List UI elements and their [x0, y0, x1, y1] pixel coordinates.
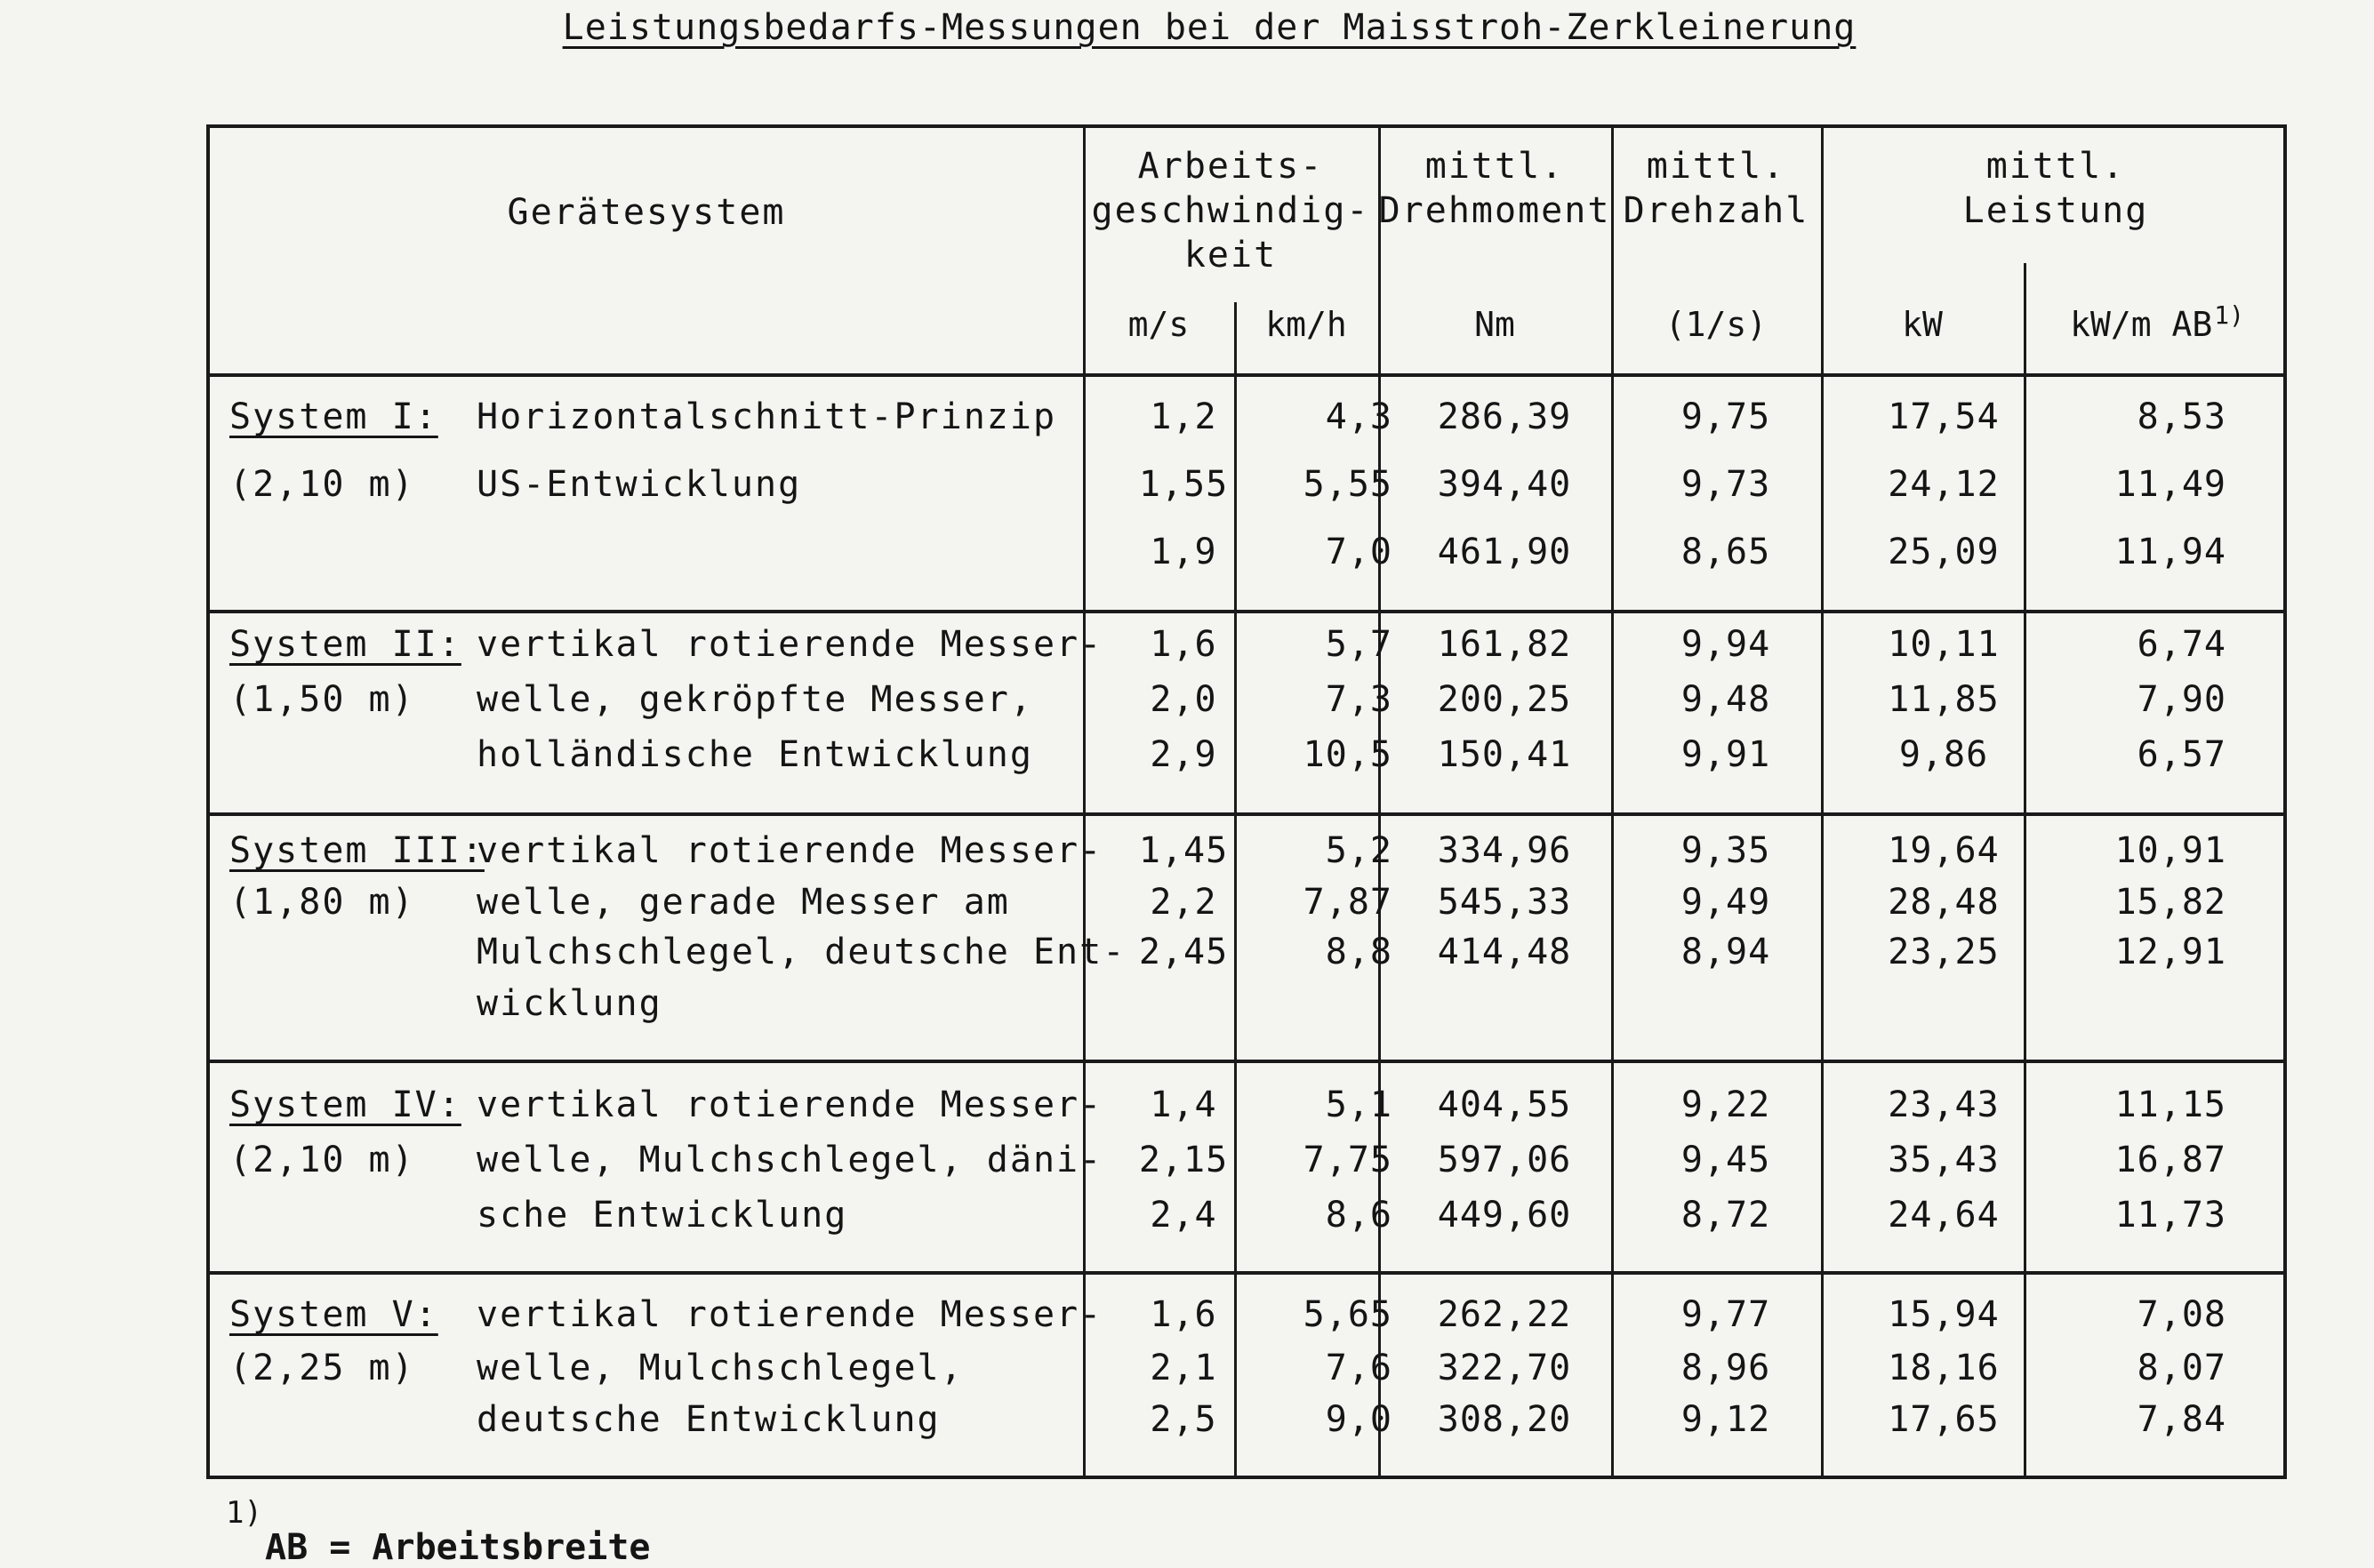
system-description-line: deutsche Entwicklung	[477, 1399, 941, 1440]
cell-kwm: 15,82	[2114, 882, 2226, 923]
system-description-line: wicklung	[477, 983, 662, 1024]
cell-rpm: 9,12	[1680, 1399, 1771, 1440]
row-divider	[210, 812, 2283, 816]
cell-kwm: 6,57	[2137, 734, 2226, 775]
cell-rpm: 9,91	[1680, 734, 1771, 775]
cell-ms: 1,6	[1150, 624, 1217, 665]
cell-kw: 28,48	[1888, 882, 2000, 923]
cell-ms: 1,9	[1150, 532, 1217, 572]
system-name: System III:	[229, 830, 485, 871]
cell-rpm: 9,48	[1680, 679, 1771, 720]
cell-nm: 150,41	[1437, 734, 1572, 775]
cell-nm: 286,39	[1437, 396, 1572, 437]
cell-kmh: 10,5	[1303, 734, 1392, 775]
system-name: System I:	[229, 396, 438, 437]
cell-nm: 404,55	[1437, 1084, 1572, 1125]
cell-nm: 308,20	[1437, 1399, 1572, 1440]
cell-ms: 1,2	[1150, 396, 1217, 437]
cell-nm: 394,40	[1437, 464, 1572, 505]
cell-ms: 1,45	[1138, 830, 1229, 871]
system-description-line: vertikal rotierende Messer-	[477, 1294, 1103, 1335]
cell-kw: 35,43	[1888, 1140, 2000, 1180]
cell-kwm: 16,87	[2114, 1140, 2226, 1180]
cell-ms: 2,5	[1150, 1399, 1217, 1440]
cell-ms: 1,55	[1138, 464, 1229, 505]
cell-rpm: 8,96	[1680, 1348, 1771, 1388]
cell-kw: 15,94	[1888, 1294, 2000, 1335]
cell-ms: 1,4	[1150, 1084, 1217, 1125]
cell-kmh: 5,65	[1303, 1294, 1392, 1335]
cell-kmh: 7,87	[1303, 882, 1392, 923]
cell-rpm: 8,72	[1680, 1195, 1771, 1236]
cell-kmh: 5,7	[1325, 624, 1392, 665]
system-width: (2,10 m)	[229, 464, 415, 505]
cell-ms: 1,6	[1150, 1294, 1217, 1335]
row-divider	[210, 1271, 2283, 1275]
header-divider	[210, 373, 2283, 377]
system-name: System II:	[229, 624, 461, 665]
cell-nm: 161,82	[1437, 624, 1572, 665]
header-speed: Arbeits- geschwindig- keit	[1091, 146, 1370, 276]
cell-rpm: 9,77	[1680, 1294, 1771, 1335]
cell-nm: 322,70	[1437, 1348, 1572, 1388]
cell-kw: 23,25	[1888, 932, 2000, 972]
cell-ms: 2,2	[1150, 882, 1217, 923]
system-width: (1,80 m)	[229, 882, 415, 923]
cell-rpm: 9,49	[1680, 882, 1771, 923]
system-description-line: Mulchschlegel, deutsche Ent-	[477, 932, 1127, 972]
cell-kw: 24,12	[1888, 464, 2000, 505]
unit-kmh: km/h	[1265, 305, 1347, 344]
cell-kwm: 12,91	[2114, 932, 2226, 972]
unit-nm: Nm	[1474, 305, 1515, 344]
system-description-line: welle, gekröpfte Messer,	[477, 679, 1033, 720]
cell-kwm: 7,08	[2137, 1294, 2226, 1335]
cell-kmh: 5,2	[1325, 830, 1392, 871]
cell-kmh: 7,0	[1325, 532, 1392, 572]
cell-kw: 10,11	[1888, 624, 2000, 665]
system-description-line: Horizontalschnitt-Prinzip	[477, 396, 1057, 437]
cell-nm: 334,96	[1437, 830, 1572, 871]
cell-kmh: 7,3	[1325, 679, 1392, 720]
cell-ms: 2,0	[1150, 679, 1217, 720]
cell-kwm: 11,94	[2114, 532, 2226, 572]
footnote-marker: 1)	[226, 1495, 262, 1531]
cell-rpm: 9,94	[1680, 624, 1771, 665]
header-rpm: mittl. Drehzahl	[1623, 146, 1809, 231]
page-title: Leistungsbedarfs-Messungen bei der Maisstroh-Zerkleinerung	[562, 7, 1857, 48]
cell-kw: 18,16	[1888, 1348, 2000, 1388]
system-description-line: welle, Mulchschlegel,	[477, 1348, 964, 1388]
cell-kmh: 5,55	[1303, 464, 1392, 505]
cell-kwm: 11,15	[2114, 1084, 2226, 1125]
system-description-line: vertikal rotierende Messer-	[477, 1084, 1103, 1125]
cell-kmh: 8,6	[1325, 1195, 1392, 1236]
system-description-line: holländische Entwicklung	[477, 734, 1033, 775]
cell-kwm: 11,49	[2114, 464, 2226, 505]
cell-ms: 2,4	[1150, 1195, 1217, 1236]
cell-nm: 461,90	[1437, 532, 1572, 572]
cell-kwm: 8,07	[2137, 1348, 2226, 1388]
cell-kmh: 7,6	[1325, 1348, 1392, 1388]
cell-ms: 2,15	[1138, 1140, 1229, 1180]
cell-kwm: 7,90	[2137, 679, 2226, 720]
row-divider	[210, 610, 2283, 613]
cell-kwm: 6,74	[2137, 624, 2226, 665]
header-power: mittl. Leistung	[1962, 146, 2149, 231]
system-width: (2,25 m)	[229, 1348, 415, 1388]
cell-kw: 23,43	[1888, 1084, 2000, 1125]
cell-nm: 449,60	[1437, 1195, 1572, 1236]
cell-rpm: 9,75	[1680, 396, 1771, 437]
cell-nm: 414,48	[1437, 932, 1572, 972]
unit-ms: m/s	[1127, 305, 1190, 344]
unit-kwm: kW/m AB$^{1)}$	[2070, 300, 2244, 344]
cell-nm: 545,33	[1437, 882, 1572, 923]
cell-nm: 597,06	[1437, 1140, 1572, 1180]
system-name: System IV:	[229, 1084, 461, 1125]
cell-kw: 9,86	[1898, 734, 1989, 775]
cell-kw: 17,65	[1888, 1399, 2000, 1440]
cell-ms: 2,9	[1150, 734, 1217, 775]
system-description-line: vertikal rotierende Messer-	[477, 830, 1103, 871]
cell-kmh: 5,1	[1325, 1084, 1392, 1125]
cell-kw: 19,64	[1888, 830, 2000, 871]
cell-kmh: 4,3	[1325, 396, 1392, 437]
cell-ms: 2,45	[1138, 932, 1229, 972]
cell-kwm: 8,53	[2137, 396, 2226, 437]
cell-kmh: 8,8	[1325, 932, 1392, 972]
cell-kw: 17,54	[1888, 396, 2000, 437]
cell-kw: 25,09	[1888, 532, 2000, 572]
system-description-line: sche Entwicklung	[477, 1195, 848, 1236]
cell-rpm: 8,65	[1680, 532, 1771, 572]
cell-kwm: 7,84	[2137, 1399, 2226, 1440]
row-divider	[210, 1060, 2283, 1063]
cell-ms: 2,1	[1150, 1348, 1217, 1388]
cell-kw: 11,85	[1888, 679, 2000, 720]
cell-rpm: 9,45	[1680, 1140, 1771, 1180]
system-description-line: welle, gerade Messer am	[477, 882, 1010, 923]
footnote-text: AB = Arbeitsbreite	[265, 1527, 651, 1568]
unit-kw: kW	[1902, 305, 1943, 344]
cell-nm: 262,22	[1437, 1294, 1572, 1335]
cell-kwm: 10,91	[2114, 830, 2226, 871]
cell-rpm: 9,35	[1680, 830, 1771, 871]
cell-rpm: 9,22	[1680, 1084, 1771, 1125]
system-description-line: US-Entwicklung	[477, 464, 802, 505]
cell-kw: 24,64	[1888, 1195, 2000, 1236]
unit-rpm: (1/s)	[1664, 305, 1768, 344]
header-torque: mittl. Drehmoment	[1378, 146, 1611, 231]
system-description-line: welle, Mulchschlegel, däni-	[477, 1140, 1103, 1180]
cell-nm: 200,25	[1437, 679, 1572, 720]
cell-kmh: 9,0	[1325, 1399, 1392, 1440]
cell-kmh: 7,75	[1303, 1140, 1392, 1180]
system-name: System V:	[229, 1294, 438, 1335]
system-width: (2,10 m)	[229, 1140, 415, 1180]
cell-kwm: 11,73	[2114, 1195, 2226, 1236]
system-width: (1,50 m)	[229, 679, 415, 720]
measurement-table	[206, 124, 2287, 1479]
cell-rpm: 8,94	[1680, 932, 1771, 972]
cell-rpm: 9,73	[1680, 464, 1771, 505]
system-description-line: vertikal rotierende Messer-	[477, 624, 1103, 665]
header-system: Gerätesystem	[507, 192, 786, 233]
